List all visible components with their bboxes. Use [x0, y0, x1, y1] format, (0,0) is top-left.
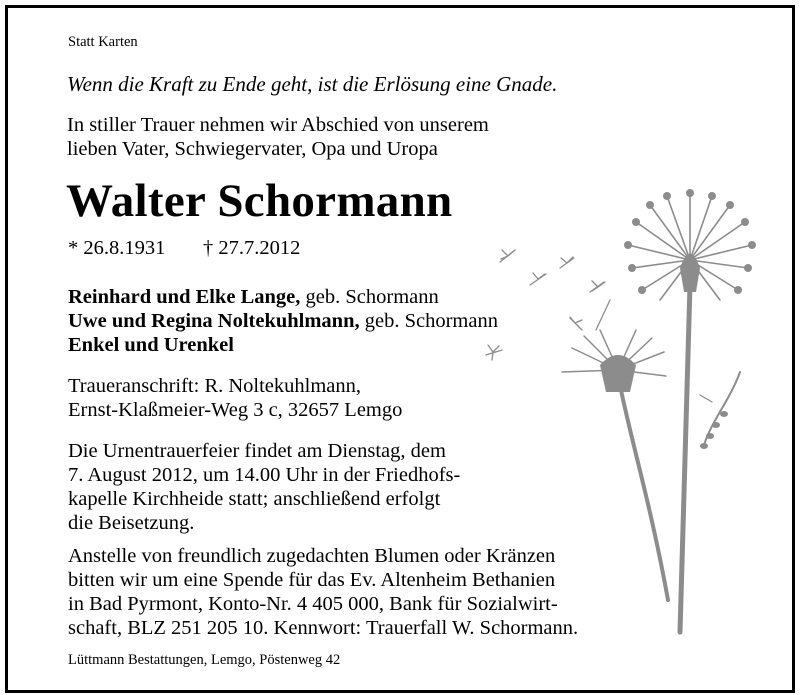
mourner-name: Uwe und Regina Noltekuhlmann,	[68, 310, 360, 332]
ceremony-line-1: Die Urnentrauerfeier findet am Dienstag, dem	[68, 440, 446, 462]
address-line-2: Ernst-Klaßmeier-Weg 3 c, 32657 Lemgo	[68, 399, 403, 421]
dandelion-icon	[455, 185, 785, 640]
deceased-name: Walter Schormann	[66, 175, 453, 227]
mourner-name: Enkel und Urenkel	[68, 334, 234, 356]
footer-text: Lüttmann Bestattungen, Lemgo, Pöstenweg 42	[68, 652, 341, 668]
motto: Wenn die Kraft zu Ende geht, ist die Erlösung eine Gnade.	[67, 72, 558, 96]
address-line-1: Traueranschrift: R. Noltekuhlmann,	[68, 375, 362, 397]
donation-line-1: Anstelle von freundlich zugedachten Blumen oder Kränzen	[68, 545, 556, 567]
ceremony-line-4: die Beisetzung.	[68, 512, 195, 534]
death-date: † 27.7.2012	[203, 237, 301, 259]
header-text: Statt Karten	[68, 34, 138, 50]
mourner-line	[68, 285, 439, 309]
ceremony-line-3: kapelle Kirchheide statt; anschließend erfolgt	[68, 488, 441, 510]
donation-line-4: schaft, BLZ 251 205 10. Kennwort: Trauerfall W. Schormann.	[68, 617, 579, 639]
mourner-name: Reinhard und Elke Lange,	[68, 286, 301, 308]
intro-line-1: In stiller Trauer nehmen wir Abschied von unserem	[67, 114, 489, 136]
mourner-suffix: geb. Schormann	[359, 310, 498, 332]
intro-line-2: lieben Vater, Schwiegervater, Opa und Uropa	[67, 138, 438, 160]
mourner-suffix: geb. Schormann	[300, 286, 439, 308]
birth-date: * 26.8.1931	[68, 237, 166, 259]
mourner-line	[68, 333, 234, 357]
ceremony-line-2: 7. August 2012, um 14.00 Uhr in der Friedhofs-	[68, 464, 461, 486]
mourner-line	[68, 309, 498, 333]
donation-line-3: in Bad Pyrmont, Konto-Nr. 4 405 000, Bank für Sozialwirt-	[68, 593, 558, 615]
donation-line-2: bitten wir um eine Spende für das Ev. Altenheim Bethanien	[68, 569, 556, 591]
